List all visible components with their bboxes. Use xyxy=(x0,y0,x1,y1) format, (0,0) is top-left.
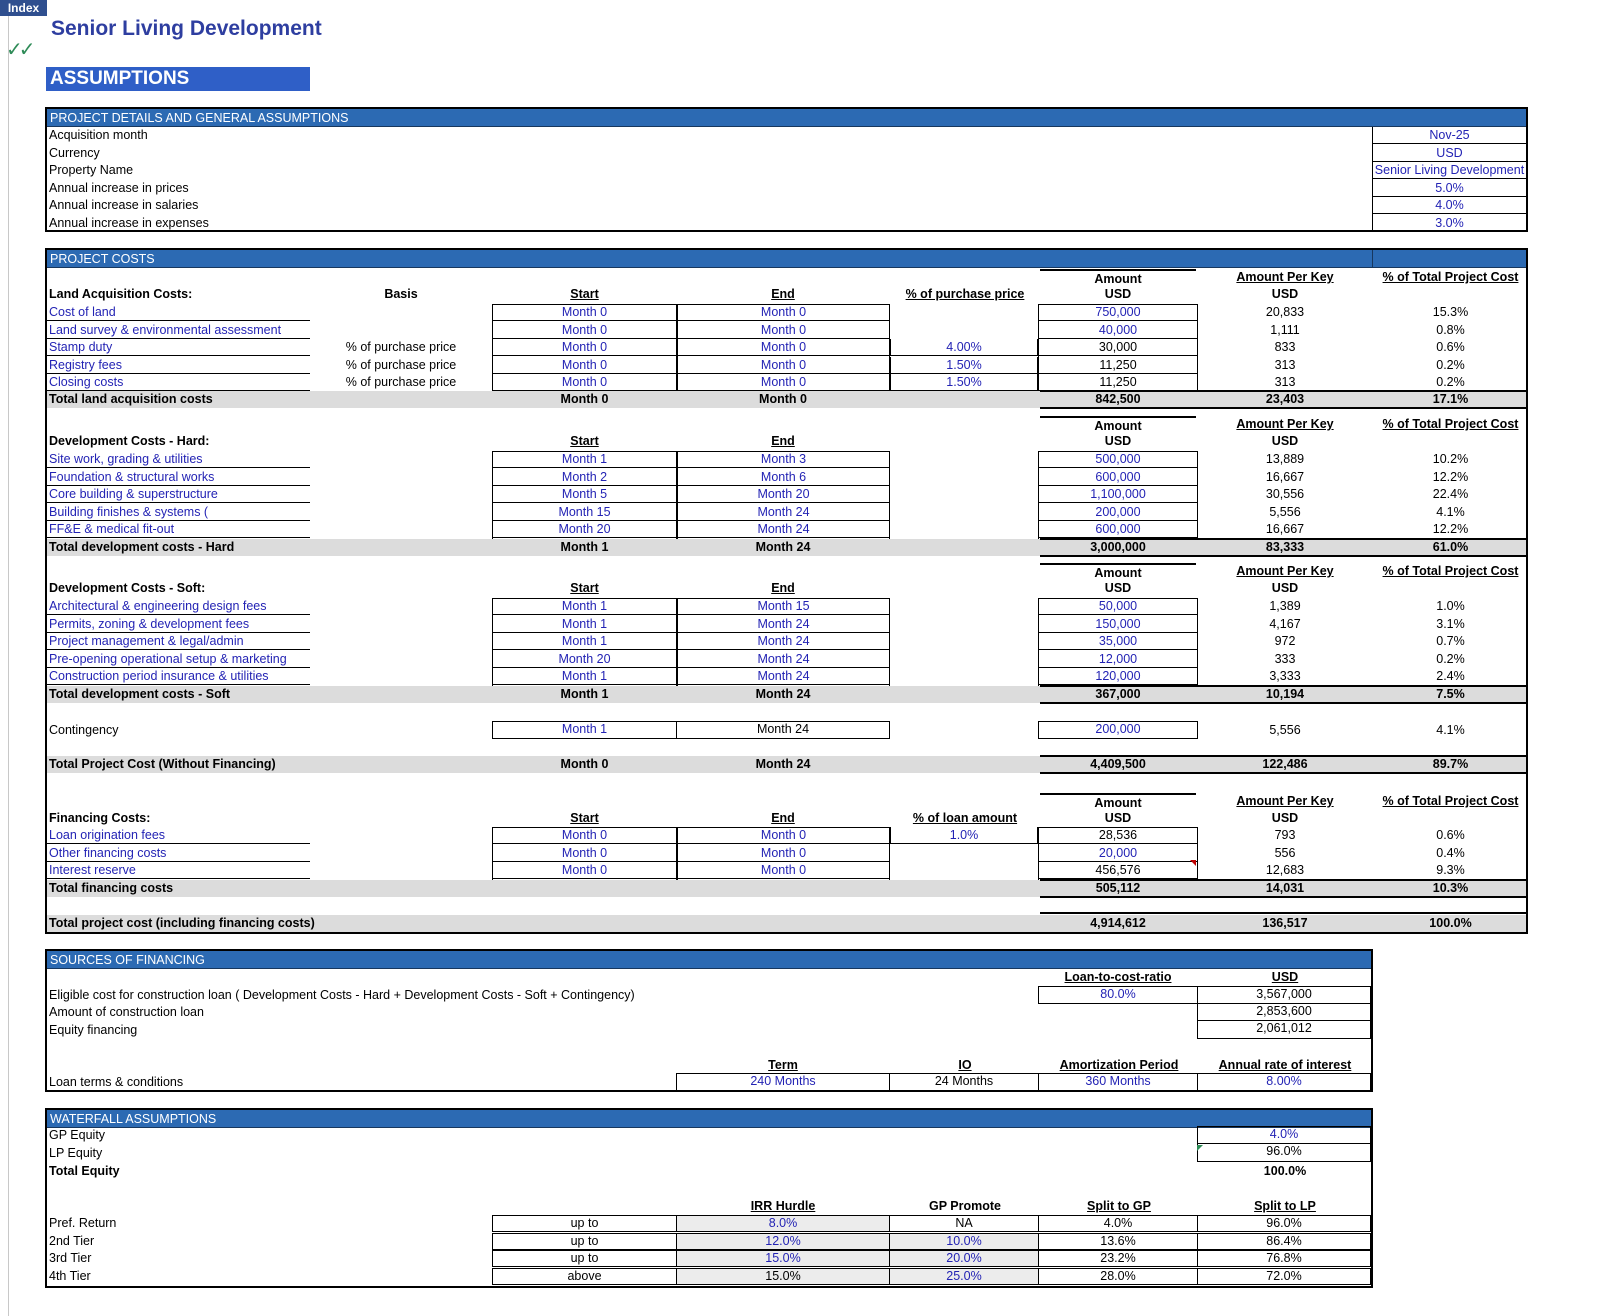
start-value[interactable]: Month 1 xyxy=(493,598,676,615)
line-item-label[interactable]: Core building & superstructure xyxy=(47,486,310,503)
start-value[interactable]: Month 1 xyxy=(493,633,676,650)
total-per-key: 23,403 xyxy=(1265,392,1305,406)
detail-value[interactable]: 3.0% xyxy=(1373,215,1526,232)
io-header: IO xyxy=(958,1058,972,1072)
total-pct: 17.1% xyxy=(1432,392,1469,406)
tier-label: 3rd Tier xyxy=(49,1251,92,1266)
end-value[interactable]: Month 24 xyxy=(678,668,889,685)
pct-total-header: % of Total Project Cost xyxy=(1382,564,1519,578)
pct-total-value: 2.4% xyxy=(1436,669,1465,684)
total-start: Month 1 xyxy=(560,540,609,554)
amount-value[interactable]: 120,000 xyxy=(1039,668,1197,685)
rate-header: Annual rate of interest xyxy=(1218,1058,1352,1072)
tier-condition: above xyxy=(492,1268,677,1285)
comment-marker xyxy=(1190,860,1196,866)
total-pct: 89.7% xyxy=(1432,757,1469,771)
start-header: Start xyxy=(570,434,599,448)
per-key-value: 313 xyxy=(1274,357,1296,372)
basis-value: % of purchase price xyxy=(345,375,457,390)
end-value[interactable]: Month 24 xyxy=(678,651,889,668)
total-end: Month 0 xyxy=(759,392,807,406)
total-label: Total development costs - Hard xyxy=(49,540,235,554)
tier-label: 4th Tier xyxy=(49,1268,91,1283)
detail-label: Annual increase in salaries xyxy=(49,198,199,212)
amount-header: Amount xyxy=(1040,563,1196,580)
tier-label: 2nd Tier xyxy=(49,1233,95,1248)
line-item-label[interactable]: Foundation & structural works xyxy=(47,469,310,486)
tier-condition: up to xyxy=(492,1233,677,1250)
per-key-value: 30,556 xyxy=(1265,487,1305,502)
contingency-pct: 4.1% xyxy=(1436,723,1465,737)
pct-total-value: 0.6% xyxy=(1436,340,1465,355)
per-key-value: 13,889 xyxy=(1265,452,1305,466)
tier-promote[interactable]: 10.0% xyxy=(889,1233,1039,1250)
tier-split-gp: 13.6% xyxy=(1038,1233,1198,1250)
total-per-key: 10,194 xyxy=(1265,687,1305,701)
end-value[interactable]: Month 20 xyxy=(678,486,889,503)
pct-total-value: 0.2% xyxy=(1436,651,1465,666)
io-value: 24 Months xyxy=(889,1073,1039,1091)
end-value[interactable]: Month 0 xyxy=(678,827,889,844)
detail-value[interactable]: USD xyxy=(1373,145,1526,162)
pct-total-value: 9.3% xyxy=(1436,863,1465,878)
amount-value[interactable]: 150,000 xyxy=(1039,616,1197,633)
end-header: End xyxy=(771,434,795,448)
start-value[interactable]: Month 0 xyxy=(493,304,676,321)
pct-total-value: 12.2% xyxy=(1432,469,1469,484)
total-amount: 3,000,000 xyxy=(1090,540,1146,554)
section-title: Development Costs - Hard: xyxy=(49,434,210,448)
total-end: Month 24 xyxy=(755,757,811,771)
per-key-value: 556 xyxy=(1274,845,1296,860)
end-value[interactable]: Month 0 xyxy=(678,304,889,321)
per-key-value: 16,667 xyxy=(1265,469,1305,484)
section-title: Financing Costs: xyxy=(49,811,151,825)
amount-header: Amount xyxy=(1040,416,1196,433)
equity-value: 2,061,012 xyxy=(1197,1020,1371,1039)
amort-value[interactable]: 360 Months xyxy=(1038,1073,1198,1091)
amount-value[interactable]: 40,000 xyxy=(1039,322,1197,339)
tier-split-gp: 4.0% xyxy=(1038,1215,1198,1232)
usd-header: USD xyxy=(1271,287,1299,301)
line-item-label[interactable]: Construction period insurance & utilities xyxy=(47,668,310,685)
start-header: Start xyxy=(570,581,599,595)
start-value[interactable]: Month 0 xyxy=(493,374,676,391)
total-label: Total development costs - Soft xyxy=(49,687,231,701)
index-tab[interactable]: Index xyxy=(0,0,47,16)
tier-split-lp: 96.0% xyxy=(1197,1215,1371,1232)
amount-value[interactable]: 600,000 xyxy=(1039,521,1197,538)
line-item-label[interactable]: Architectural & engineering design fees xyxy=(47,598,310,615)
eligible-label: Eligible cost for construction loan ( Development Costs - Hard + Development Costs - Soft + Contingency) xyxy=(49,988,635,1002)
project-details-header: PROJECT DETAILS AND GENERAL ASSUMPTIONS xyxy=(47,109,1526,127)
header-divider xyxy=(1372,250,1373,268)
tier-irr[interactable]: 12.0% xyxy=(676,1233,890,1250)
end-value[interactable]: Month 24 xyxy=(678,504,889,521)
loan-value: 2,853,600 xyxy=(1197,1003,1371,1021)
detail-label: Property Name xyxy=(49,163,134,177)
basis-value: % of purchase price xyxy=(345,357,457,372)
detail-label: Annual increase in expenses xyxy=(49,215,209,230)
pct-total-value: 0.7% xyxy=(1436,634,1465,649)
start-value[interactable]: Month 0 xyxy=(493,339,676,356)
contingency-start[interactable]: Month 1 xyxy=(492,721,677,739)
total-pct: 7.5% xyxy=(1436,687,1465,701)
pct-total-value: 4.1% xyxy=(1436,504,1465,519)
start-value[interactable]: Month 15 xyxy=(493,504,676,521)
start-value[interactable]: Month 1 xyxy=(493,451,676,468)
line-item-label[interactable]: Stamp duty xyxy=(47,339,310,356)
line-item-label[interactable]: Closing costs xyxy=(47,374,310,391)
total-amount: 505,112 xyxy=(1095,881,1141,895)
pct-total-value: 0.6% xyxy=(1436,828,1465,842)
eligible-value: 3,567,000 xyxy=(1197,986,1371,1004)
start-value[interactable]: Month 0 xyxy=(493,357,676,374)
lp-equity-value: 96.0% xyxy=(1197,1143,1371,1162)
total-per-key: 83,333 xyxy=(1265,540,1305,554)
promote-header: GP Promote xyxy=(928,1199,1001,1213)
amount-header: Amount xyxy=(1040,793,1196,810)
start-value[interactable]: Month 1 xyxy=(493,616,676,633)
page-title: Senior Living Development xyxy=(51,17,322,40)
start-header: Start xyxy=(570,287,599,301)
end-value[interactable]: Month 0 xyxy=(678,862,889,879)
amount-value[interactable]: 200,000 xyxy=(1039,504,1197,521)
total-start: Month 0 xyxy=(560,392,609,406)
section-title: Development Costs - Soft: xyxy=(49,581,206,595)
per-key-value: 1,111 xyxy=(1270,322,1300,337)
section-title: ASSUMPTIONS xyxy=(46,67,310,91)
detail-value[interactable]: Nov-25 xyxy=(1373,127,1526,144)
amort-header: Amortization Period xyxy=(1059,1058,1179,1072)
total-end: Month 24 xyxy=(755,687,811,701)
usd-header: USD xyxy=(1104,581,1132,595)
tier-split-gp: 28.0% xyxy=(1038,1268,1198,1285)
term-header: Term xyxy=(768,1058,798,1072)
amount-value[interactable]: 20,000 xyxy=(1039,845,1197,862)
total-equity-value: 100.0% xyxy=(1263,1164,1307,1178)
usd-header: USD xyxy=(1271,581,1299,595)
start-value[interactable]: Month 5 xyxy=(493,486,676,503)
pct-total-value: 3.1% xyxy=(1436,616,1465,631)
check-icon: ✓✓ xyxy=(6,39,32,61)
detail-label: Currency xyxy=(49,145,100,160)
start-value[interactable]: Month 0 xyxy=(493,845,676,862)
line-item-label[interactable]: Registry fees xyxy=(47,357,310,374)
usd-header: USD xyxy=(1104,287,1132,301)
per-key-value: 333 xyxy=(1274,651,1296,666)
per-key-header: Amount Per Key xyxy=(1236,270,1334,284)
tier-split-lp: 86.4% xyxy=(1197,1233,1371,1250)
gp-equity-label: GP Equity xyxy=(49,1128,106,1142)
line-item-label[interactable]: Permits, zoning & development fees xyxy=(47,616,310,633)
pct-total-value: 0.8% xyxy=(1436,322,1465,337)
basis-value: % of purchase price xyxy=(345,340,457,355)
split-gp-header: Split to GP xyxy=(1087,1199,1151,1213)
start-value[interactable]: Month 1 xyxy=(493,668,676,685)
per-key-value: 12,683 xyxy=(1265,863,1305,878)
end-value[interactable]: Month 0 xyxy=(678,845,889,862)
amount-value[interactable]: 750,000 xyxy=(1039,304,1197,321)
detail-label: Annual increase in prices xyxy=(49,180,189,195)
usd-header: USD xyxy=(1104,434,1132,448)
end-header: End xyxy=(771,287,795,301)
amount-value[interactable]: 1,100,000 xyxy=(1039,486,1197,503)
term-value[interactable]: 240 Months xyxy=(676,1073,890,1091)
end-value[interactable]: Month 24 xyxy=(678,633,889,650)
detail-value[interactable]: Senior Living Development xyxy=(1374,163,1525,177)
sources-header: SOURCES OF FINANCING xyxy=(47,951,1371,969)
start-value[interactable]: Month 0 xyxy=(493,827,676,844)
pct-total-value: 0.2% xyxy=(1436,357,1465,372)
pct-value[interactable]: 1.50% xyxy=(890,357,1038,374)
line-item-label[interactable]: Land survey & environmental assessment xyxy=(47,322,310,339)
pct-total-header: % of Total Project Cost xyxy=(1382,270,1519,284)
equity-label: Equity financing xyxy=(49,1023,138,1037)
per-key-header: Amount Per Key xyxy=(1236,794,1334,808)
usd-header: USD xyxy=(1271,434,1299,448)
line-item-label[interactable]: Other financing costs xyxy=(47,845,310,862)
ltc-header: Loan-to-cost-ratio xyxy=(1064,970,1172,984)
amount-value: 11,250 xyxy=(1039,357,1197,374)
per-key-value: 4,167 xyxy=(1269,616,1301,631)
start-value[interactable]: Month 20 xyxy=(493,651,676,668)
line-item-label[interactable]: FF&E & medical fit-out xyxy=(47,521,310,538)
tier-promote[interactable]: 25.0% xyxy=(889,1268,1039,1285)
per-key-value: 313 xyxy=(1274,375,1296,390)
amount-value[interactable]: 50,000 xyxy=(1039,598,1197,615)
total-per-key: 14,031 xyxy=(1265,881,1305,895)
total-per-key: 122,486 xyxy=(1262,757,1308,771)
total-amount: 4,409,500 xyxy=(1090,757,1146,771)
start-header: Start xyxy=(570,811,599,825)
amount-value[interactable]: 500,000 xyxy=(1039,451,1197,468)
contingency-per-key: 5,556 xyxy=(1269,723,1301,737)
end-value[interactable]: Month 0 xyxy=(678,322,889,339)
total-start: Month 1 xyxy=(560,687,609,701)
per-key-value: 20,833 xyxy=(1265,305,1305,319)
grand-total-rule xyxy=(1040,912,1528,914)
end-value[interactable]: Month 24 xyxy=(678,521,889,538)
sheet-left-border xyxy=(8,16,9,1316)
line-item-label[interactable]: Loan origination fees xyxy=(47,827,310,844)
pct-total-header: % of Total Project Cost xyxy=(1382,417,1519,431)
tier-split-gp: 23.2% xyxy=(1038,1250,1198,1267)
grand-total-per-key: 136,517 xyxy=(1262,916,1308,930)
amount-value: 11,250 xyxy=(1039,374,1197,391)
amount-value: 456,576 xyxy=(1039,862,1197,879)
tier-split-lp: 72.0% xyxy=(1197,1268,1371,1285)
pct-total-value: 1.0% xyxy=(1436,599,1465,613)
end-value[interactable]: Month 0 xyxy=(678,357,889,374)
amount-value[interactable]: 12,000 xyxy=(1039,651,1197,668)
line-item-label[interactable]: Project management & legal/admin xyxy=(47,633,310,650)
end-header: End xyxy=(771,811,795,825)
end-header: End xyxy=(771,581,795,595)
total-amount: 367,000 xyxy=(1095,687,1141,701)
note-marker xyxy=(1197,1145,1203,1151)
end-value[interactable]: Month 24 xyxy=(678,616,889,633)
tier-condition: up to xyxy=(492,1215,677,1232)
end-value[interactable]: Month 3 xyxy=(678,451,889,468)
terms-label: Loan terms & conditions xyxy=(49,1075,184,1089)
waterfall-header: WATERFALL ASSUMPTIONS xyxy=(47,1110,1371,1128)
per-key-header: Amount Per Key xyxy=(1236,417,1334,431)
total-start: Month 0 xyxy=(560,757,609,771)
pct-total-value: 10.2% xyxy=(1432,452,1469,466)
pct-header: % of purchase price xyxy=(905,287,1025,301)
total-end: Month 24 xyxy=(755,540,811,554)
pct-value[interactable]: 1.50% xyxy=(890,374,1038,391)
tier-irr: 15.0% xyxy=(676,1268,890,1285)
irr-header: IRR Hurdle xyxy=(750,1199,816,1213)
pct-header: % of loan amount xyxy=(912,811,1018,825)
per-key-value: 3,333 xyxy=(1269,669,1301,684)
split-lp-header: Split to LP xyxy=(1254,1199,1316,1213)
grand-total-pct: 100.0% xyxy=(1429,916,1472,930)
total-pct: 61.0% xyxy=(1432,540,1469,554)
lp-equity-label: LP Equity xyxy=(49,1146,103,1160)
per-key-value: 793 xyxy=(1274,828,1296,842)
line-item-label[interactable]: Pre-opening operational setup & marketing xyxy=(47,651,310,668)
start-value[interactable]: Month 2 xyxy=(493,469,676,486)
end-value[interactable]: Month 6 xyxy=(678,469,889,486)
pct-total-value: 12.2% xyxy=(1432,522,1469,537)
per-key-value: 1,389 xyxy=(1269,599,1301,613)
tier-label: Pref. Return xyxy=(49,1216,117,1230)
loan-label: Amount of construction loan xyxy=(49,1005,204,1019)
start-value[interactable]: Month 0 xyxy=(493,862,676,879)
project-costs-header: PROJECT COSTS xyxy=(47,250,1526,268)
pct-total-header: % of Total Project Cost xyxy=(1382,794,1519,808)
contingency-amount[interactable]: 200,000 xyxy=(1038,721,1198,739)
start-value[interactable]: Month 0 xyxy=(493,322,676,339)
detail-value[interactable]: 5.0% xyxy=(1373,180,1526,197)
end-value[interactable]: Month 0 xyxy=(678,339,889,356)
per-key-value: 16,667 xyxy=(1265,522,1305,537)
per-key-header: Amount Per Key xyxy=(1236,564,1334,578)
line-item-label[interactable]: Building finishes & systems ( xyxy=(47,504,310,521)
pct-total-value: 15.3% xyxy=(1432,305,1469,319)
total-equity-label: Total Equity xyxy=(49,1164,120,1178)
amount-value: 30,000 xyxy=(1039,339,1197,356)
tier-split-lp: 76.8% xyxy=(1197,1250,1371,1267)
amount-value: 28,536 xyxy=(1039,827,1197,844)
line-item-label[interactable]: Interest reserve xyxy=(47,862,310,879)
per-key-value: 972 xyxy=(1274,634,1296,649)
end-value[interactable]: Month 0 xyxy=(678,374,889,391)
tier-irr[interactable]: 15.0% xyxy=(676,1250,890,1267)
tier-irr[interactable]: 8.0% xyxy=(676,1215,890,1232)
basis-header: Basis xyxy=(384,287,418,301)
usd-header: USD xyxy=(1271,811,1299,825)
tier-promote: NA xyxy=(889,1215,1039,1232)
contingency-label: Contingency xyxy=(49,723,119,737)
grand-total-amount: 4,914,612 xyxy=(1090,916,1146,930)
end-value[interactable]: Month 15 xyxy=(678,598,889,615)
total-label: Total land acquisition costs xyxy=(49,392,213,406)
section-title: Land Acquisition Costs: xyxy=(49,287,193,301)
line-item-label[interactable]: Cost of land xyxy=(47,304,310,321)
pct-total-value: 0.4% xyxy=(1436,845,1465,860)
contingency-end: Month 24 xyxy=(676,721,890,739)
rate-value[interactable]: 8.00% xyxy=(1197,1073,1371,1091)
total-pct: 10.3% xyxy=(1432,881,1469,895)
ltc-value[interactable]: 80.0% xyxy=(1038,986,1198,1004)
pct-value[interactable]: 1.0% xyxy=(890,827,1038,844)
detail-value[interactable]: 4.0% xyxy=(1373,197,1526,214)
tier-condition: up to xyxy=(492,1250,677,1267)
line-item-label[interactable]: Site work, grading & utilities xyxy=(47,451,310,468)
start-value[interactable]: Month 20 xyxy=(493,521,676,538)
pct-value[interactable]: 4.00% xyxy=(890,339,1038,356)
amount-value[interactable]: 600,000 xyxy=(1039,469,1197,486)
detail-label: Acquisition month xyxy=(49,128,148,142)
amount-header: Amount xyxy=(1040,269,1196,286)
total-label: Total Project Cost (Without Financing) xyxy=(49,757,276,771)
tier-promote[interactable]: 20.0% xyxy=(889,1250,1039,1267)
gp-equity-value[interactable]: 4.0% xyxy=(1197,1126,1371,1144)
pct-total-value: 22.4% xyxy=(1432,487,1469,502)
per-key-value: 5,556 xyxy=(1269,504,1301,519)
grand-total-label: Total project cost (including financing costs) xyxy=(49,916,315,930)
usd-header: USD xyxy=(1104,811,1132,825)
total-amount: 842,500 xyxy=(1095,392,1141,406)
total-label: Total financing costs xyxy=(49,881,174,895)
amount-value[interactable]: 35,000 xyxy=(1039,633,1197,650)
per-key-value: 833 xyxy=(1274,340,1296,355)
pct-total-value: 0.2% xyxy=(1436,375,1465,390)
usd-header: USD xyxy=(1271,970,1299,984)
